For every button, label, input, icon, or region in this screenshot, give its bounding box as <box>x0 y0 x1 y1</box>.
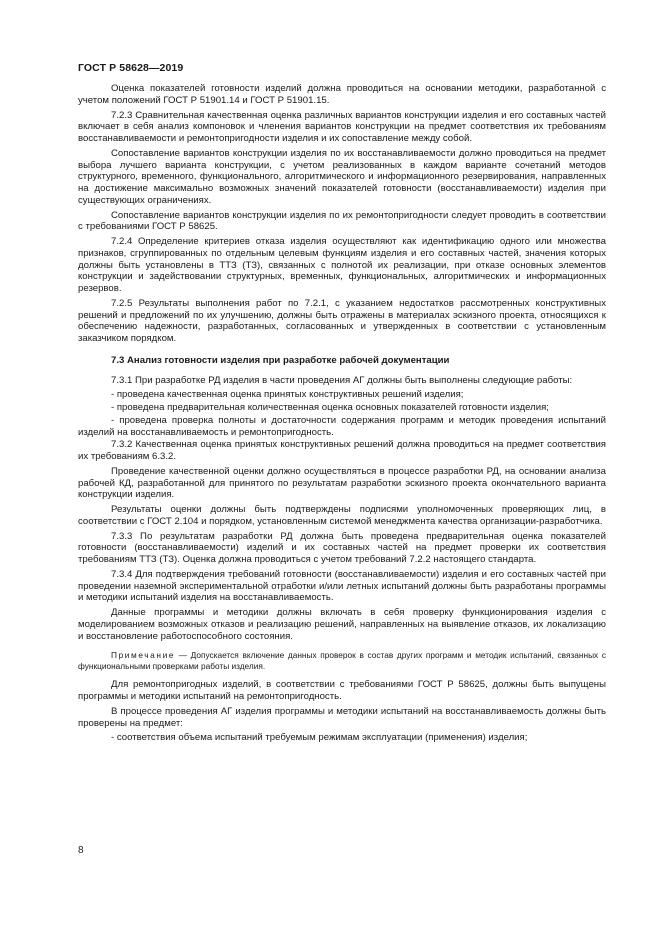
paragraph: 7.2.5 Результаты выполнения работ по 7.2.1, с указанием недостатков рассмотренных конструктивных решений и предложений по их улучшению, должны быть отражены в материалах эскизного проекта, относящихся к обеспечению надежности, разработанных, согласованных и утвержденных в соответствии с установленным заказчиком порядком. <box>78 297 606 344</box>
paragraph: 7.2.3 Сравнительная качественная оценка различных вариантов конструкции изделия и его составных частей включает в себя анализ компоновок и членения вариантов конструкции на предмет соответствия их требованиям восстанавливаемости и ремонтопригодности изделия и их сопоставление между собой. <box>78 109 606 144</box>
list-item: - проведена качественная оценка принятых конструктивных решений изделия; <box>111 389 464 401</box>
page-number: 8 <box>78 845 84 856</box>
list-item: - проведена проверка полноты и достаточности содержания программ и методик проведения испытаний изделий на восстанавливаемость и ремонтопригодность. <box>78 414 606 438</box>
paragraph: 7.3.2 Качественная оценка принятых конструктивных решений должна проводиться на предмет соответствия их требованиям 6.3.2. <box>78 439 606 462</box>
note-label: Примечание <box>111 650 176 661</box>
paragraph: Оценка показателей готовности изделий должна проводиться на основании методики, разработанной с учетом положений ГОСТ Р 51901.14 и ГОСТ Р 51901.15. <box>78 83 606 106</box>
paragraph: Данные программы и методики должны включать в себя проверку функционирования изделия с моделированием возможных отказов и реализацию решений, направленных на выявление отказов, их локализацию и восстановление работоспособного состояния. <box>78 607 606 642</box>
paragraph: 7.3.3 По результатам разработки РД должна быть проведена предварительная оценка показателей готовности (восстанавливаемости) изделий и их составных частей на предмет проверки их соответствия требованиям ТТЗ (ТЗ). Оценка должна проводиться с учетом требований 7.2.2 настоящего стандарта. <box>78 530 606 565</box>
note <box>78 650 606 671</box>
paragraph: 7.3.4 Для подтверждения требований готовности (восстанавливаемости) изделия и его составных частей при проведении наземной экспериментальной отработки и/или летных испытаний должны быть разработаны программы и методики испытаний изделия на восстанавливаемость. <box>78 568 606 604</box>
list-item: - соответствия объема испытаний требуемым режимам эксплуатации (применения) изделия; <box>111 732 528 744</box>
paragraph: Для ремонтопригодных изделий, в соответствии с требованиями ГОСТ Р 58625, должны быть выпущены программы и методики испытаний на ремонтопригодность. <box>78 679 606 702</box>
section-heading: 7.3 Анализ готовности изделия при разработке рабочей документации <box>111 354 450 366</box>
paragraph: 7.2.4 Определение критериев отказа изделия осуществляют как идентификацию одного или множества признаков, сгруппированных по отдельным целевым функциям изделия и его составных частей, значения которых должны быть установлены в ТТЗ (ТЗ), связанных с полнотой их реализации, при отказе основных элементов конструкции и задействовании структурных, временных, функциональных, алгоритмических и информационных резервов. <box>78 236 606 294</box>
paragraph: Сопоставление вариантов конструкции изделия по их восстанавливаемости должно проводиться на предмет выбора лучшего варианта конструкции, с учетом реализованных в каждом варианте сочетаний методов структурного, временного, функционального, алгоритмического и информационного резервирования, направленных на достижение максимально возможных значений показателей готовности (восстанавливаемости) изделия при существующих ограничениях. <box>78 147 606 206</box>
paragraph: Сопоставление вариантов конструкции изделия по их ремонтопригодности следует проводить в соответствии с требованиями ГОСТ Р 58625. <box>78 209 606 233</box>
document-body <box>78 83 606 745</box>
paragraph: Проведение качественной оценки должно осуществляться в процессе разработки РД, на основании анализа рабочей КД, разработанной для принятого по результатам разработки эскизного проекта окончательного варианта конструкции изделия. <box>78 465 606 501</box>
paragraph: В процессе проведения АГ изделия программы и методики испытаний на восстанавливаемость должны быть проверены на предмет: <box>78 705 606 729</box>
paragraph: Результаты оценки должны быть подтверждены подписями уполномоченных проверяющих лиц, в соответствии с ГОСТ 2.104 и порядком, установленным системой менеджмента качества организации-разработчика. <box>78 504 606 527</box>
paragraph: 7.3.1 При разработке РД изделия в части проведения АГ должны быть выполнены следующие работы: <box>111 374 573 386</box>
note-text: — Допускается включение данных проверок в состав других программ и методик испытаний, связанных с функциональными проверками работы изделия. <box>78 650 606 671</box>
document-header: ГОСТ Р 58628—2019 <box>78 62 184 74</box>
list-item: - проведена предварительная количественная оценка основных показателей готовности изделия; <box>111 402 549 413</box>
